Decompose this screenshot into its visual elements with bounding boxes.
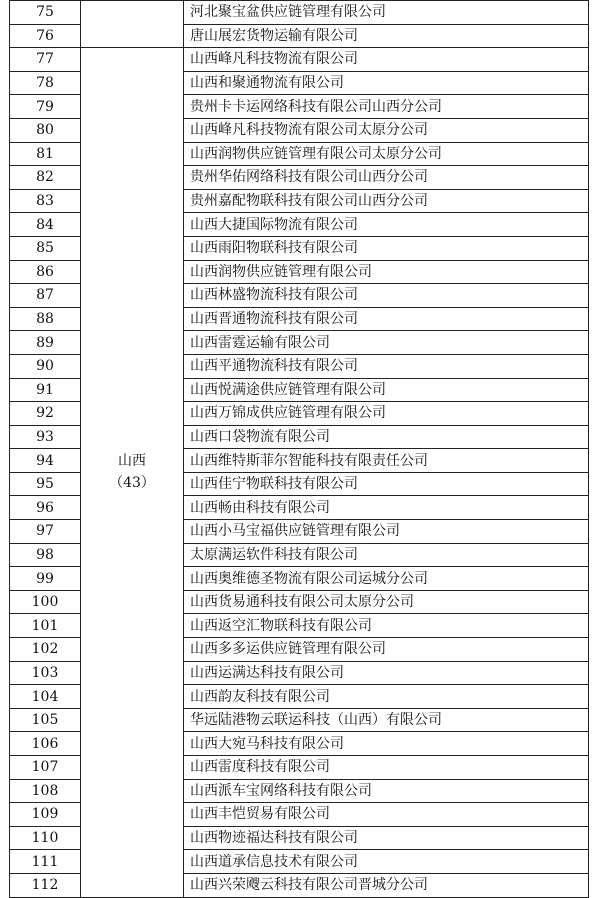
- company-name: 山西奥维德圣物流有限公司运城分公司: [184, 567, 589, 591]
- company-name: 山西维特斯菲尔智能科技有限责任公司: [184, 449, 589, 473]
- company-name: 山西物迹福达科技有限公司: [184, 826, 589, 850]
- row-number: 111: [10, 850, 81, 874]
- table-row: [10, 1, 589, 25]
- table-row: [10, 48, 589, 72]
- row-number: 101: [10, 614, 81, 638]
- company-name: 山西万锦成供应链管理有限公司: [184, 402, 589, 426]
- company-name: 山西畅由科技有限公司: [184, 496, 589, 520]
- company-name: 山西悦满途供应链管理有限公司: [184, 378, 589, 402]
- company-name: 山西雨阳物联科技有限公司: [184, 236, 589, 260]
- row-number: 103: [10, 661, 81, 685]
- company-name: 太原满运软件科技有限公司: [184, 543, 589, 567]
- company-table-body: [10, 1, 589, 898]
- company-name: 山西小马宝福供应链管理有限公司: [184, 520, 589, 544]
- company-name: 贵州华佑网络科技有限公司山西分公司: [184, 166, 589, 190]
- row-number: 87: [10, 284, 81, 308]
- company-name: 山西林盛物流科技有限公司: [184, 284, 589, 308]
- row-number: 93: [10, 425, 81, 449]
- row-number: 110: [10, 826, 81, 850]
- row-number: 77: [10, 48, 81, 72]
- company-name: 山西雷霆运输有限公司: [184, 331, 589, 355]
- province-cell: [81, 48, 184, 897]
- company-name: 山西兴荣飕云科技有限公司晋城分公司: [184, 873, 589, 897]
- province-cell-continued: [81, 1, 184, 48]
- row-number: 105: [10, 708, 81, 732]
- row-number: 75: [10, 1, 81, 25]
- row-number: 83: [10, 189, 81, 213]
- row-number: 108: [10, 779, 81, 803]
- company-name: 山西运满达科技有限公司: [184, 661, 589, 685]
- row-number: 85: [10, 236, 81, 260]
- company-name: 山西派车宝网络科技有限公司: [184, 779, 589, 803]
- row-number: 104: [10, 685, 81, 709]
- province-count: （43）: [109, 475, 155, 492]
- row-number: 82: [10, 166, 81, 190]
- row-number: 94: [10, 449, 81, 473]
- company-name: 山西和聚通物流有限公司: [184, 71, 589, 95]
- row-number: 106: [10, 732, 81, 756]
- company-name: 贵州嘉配物联科技有限公司山西分公司: [184, 189, 589, 213]
- company-name: 山西佳宁物联科技有限公司: [184, 472, 589, 496]
- row-number: 88: [10, 307, 81, 331]
- company-name: 山西道承信息技术有限公司: [184, 850, 589, 874]
- company-name: 山西润物供应链管理有限公司: [184, 260, 589, 284]
- row-number: 95: [10, 472, 81, 496]
- row-number: 81: [10, 142, 81, 166]
- row-number: 78: [10, 71, 81, 95]
- company-name: 山西晋通物流科技有限公司: [184, 307, 589, 331]
- company-name: 唐山展宏货物运输有限公司: [184, 24, 589, 48]
- company-name: 山西峰凡科技物流有限公司太原分公司: [184, 118, 589, 142]
- company-name: 山西大捷国际物流有限公司: [184, 213, 589, 237]
- company-name: 山西平通物流科技有限公司: [184, 354, 589, 378]
- row-number: 107: [10, 756, 81, 780]
- row-number: 86: [10, 260, 81, 284]
- company-name: 山西多多运供应链管理有限公司: [184, 638, 589, 662]
- company-table: [9, 0, 589, 898]
- row-number: 99: [10, 567, 81, 591]
- company-name: 河北聚宝盆供应链管理有限公司: [184, 1, 589, 25]
- company-name: 山西丰恺贸易有限公司: [184, 803, 589, 827]
- row-number: 98: [10, 543, 81, 567]
- row-number: 109: [10, 803, 81, 827]
- row-number: 80: [10, 118, 81, 142]
- row-number: 92: [10, 402, 81, 426]
- company-name: 山西韵友科技有限公司: [184, 685, 589, 709]
- row-number: 96: [10, 496, 81, 520]
- company-name: 山西货易通科技有限公司太原分公司: [184, 590, 589, 614]
- row-number: 100: [10, 590, 81, 614]
- row-number: 97: [10, 520, 81, 544]
- company-name: 山西返空汇物联科技有限公司: [184, 614, 589, 638]
- row-number: 89: [10, 331, 81, 355]
- company-name: 山西润物供应链管理有限公司太原分公司: [184, 142, 589, 166]
- company-name: 山西口袋物流有限公司: [184, 425, 589, 449]
- row-number: 91: [10, 378, 81, 402]
- province-name: 山西: [118, 453, 146, 470]
- row-number: 90: [10, 354, 81, 378]
- row-number: 112: [10, 873, 81, 897]
- row-number: 84: [10, 213, 81, 237]
- company-name: 华远陆港物云联运科技（山西）有限公司: [184, 708, 589, 732]
- row-number: 79: [10, 95, 81, 119]
- company-name: 山西大宛马科技有限公司: [184, 732, 589, 756]
- company-name: 贵州卡卡运网络科技有限公司山西分公司: [184, 95, 589, 119]
- company-name: 山西峰凡科技物流有限公司: [184, 48, 589, 72]
- row-number: 102: [10, 638, 81, 662]
- row-number: 76: [10, 24, 81, 48]
- company-name: 山西雷度科技有限公司: [184, 756, 589, 780]
